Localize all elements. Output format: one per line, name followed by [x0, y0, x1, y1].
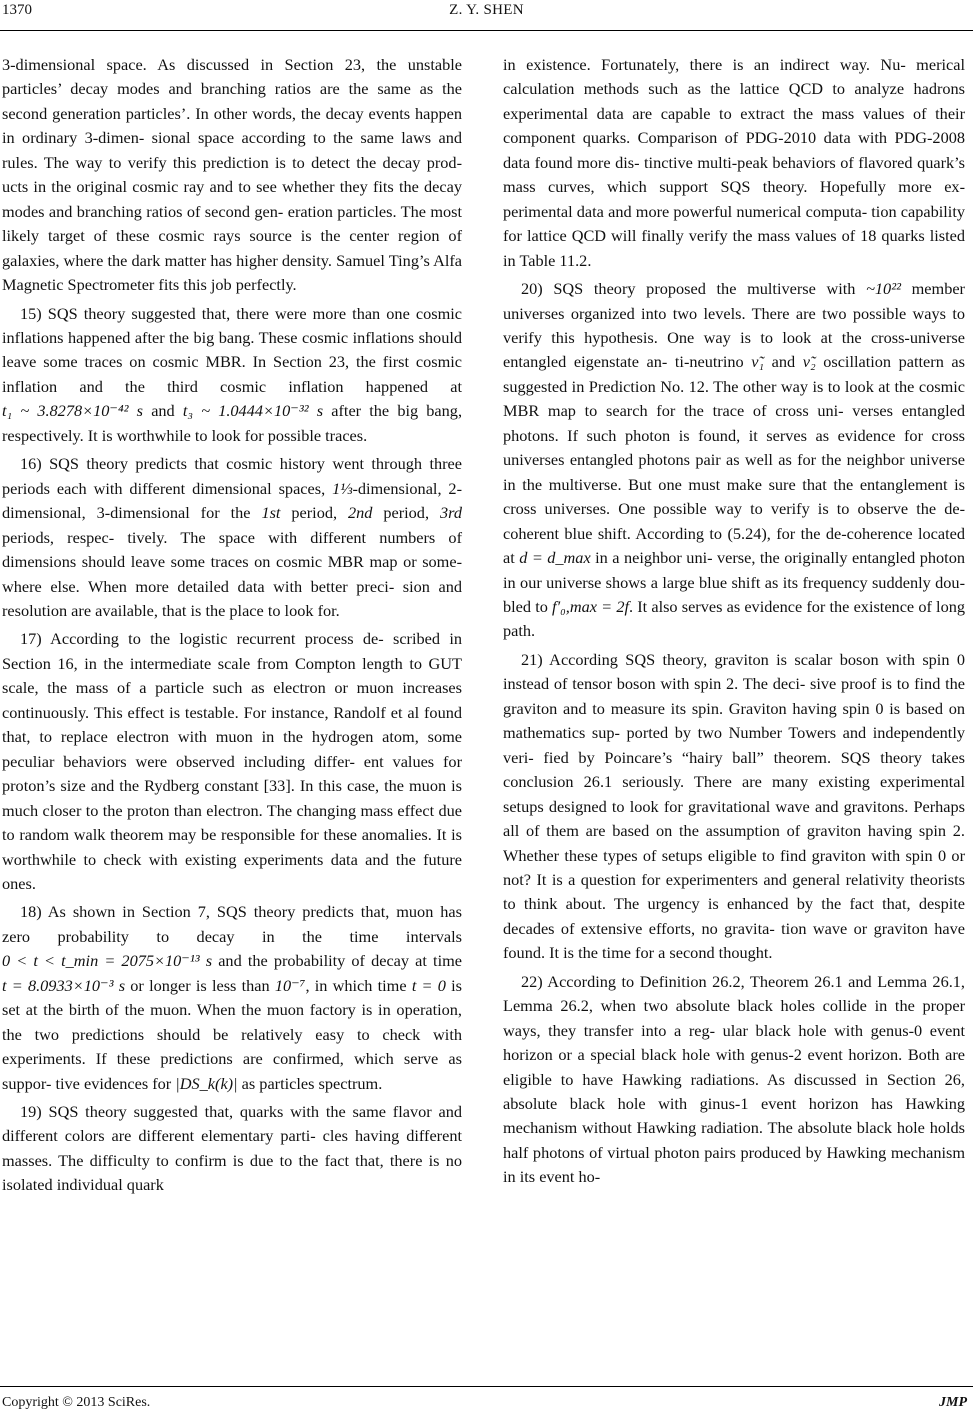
paragraph-continuation: 3-dimensional space. As discussed in Section 23, the unstable particles’ decay modes and branching ratios are the same as the second generation particles’. In other words, the decay events happen in ordinary 3-dimen- sional space according to the same laws and rules. The way to verify this prediction is to detect the decay prod- ucts in the original cosmic ray and to see whether they fits the decay modes and branching ratios of second gen- eration particles. The most likely target of these cosmic rays source is the center region of galaxies, where the dark matter has higher density. Samuel Ting’s Alfa Magnetic Spectrometer fits this job perfectly. — [2, 55, 462, 295]
copyright-notice: Copyright © 2013 SciRes. — [2, 1395, 151, 1410]
page-number: 1370 — [2, 2, 32, 18]
math-dimension: 1⅓ — [332, 478, 353, 498]
math-frequency: f′₀,max = 2f — [552, 596, 629, 616]
journal-abbrev: JMP — [939, 1395, 967, 1410]
math-t3: t₃ ~ 1.0444×10⁻³² s — [182, 401, 324, 421]
math-nu1: ν̃₁ — [751, 352, 765, 372]
paragraph-22: 22) According to Definition 26.2, Theorem 26.1 and Lemma 26.1, Lemma 26.2, when two absolute black holes collide in the proper ways, they transfer into a reg- ular black hole with genus-0 event horizon or a special black hole with genus-2 event horizon. Both are eligible to have Hawking radiations. As discussed in Section 26, absolute black hole with ginus-1 event horizon has Hawking mechanism without Hawking radiation. The absolute black hole holds half photons of virtual photon pairs produced by Hawking mechanism in its event ho- — [503, 971, 965, 1187]
math-t1: t₁ ~ 3.8278×10⁻⁴² s — [2, 401, 144, 421]
math-1st: 1st — [261, 503, 281, 523]
math-d-max: d = d_max — [519, 548, 591, 568]
paragraph-16: 16) SQS theory predicts that cosmic history went through three periods each with different dimensional spaces, 1⅓-dimensional, 2-dimensional, 3-dimensional for the 1st period, 2nd period, 3rd periods, respec- tively. The space with different numbers of dimensions should leave some traces on cosmic MBR map or some- where else. When more detailed data with better preci- sion and resolution are available, that is the place to look for. — [2, 454, 462, 620]
math-ds-k: |DS_k(k)| — [175, 1073, 238, 1093]
math-time: t = 8.0933×10⁻³ s — [2, 975, 126, 995]
math-probability: 10⁻⁷ — [274, 975, 306, 995]
math-nu2: ν̃₂ — [802, 352, 816, 372]
paragraph-19: 19) SQS theory suggested that, quarks with the same flavor and different colors are different elementary parti- cles having different masses. The difficulty to confirm is due to the fact that, there is no isolated individual quark — [2, 1102, 462, 1195]
math-t0: t = 0 — [411, 975, 446, 995]
math-2nd: 2nd — [348, 503, 373, 523]
left-column — [2, 53, 462, 1198]
paragraph-18: 18) As shown in Section 7, SQS theory predicts that, muon has zero probability to decay in the time intervals 0 < t < t_min = 2075×10⁻¹³ s and the probability of decay at time t = 8.0933×10⁻³ s or longer is less than 10⁻⁷, in which time t = 0 is set at the birth of the muon. When the muon factory is in operation, the two predictions should be relatively easy to check with experiments. If these predictions are confirmed, which serve as suppor- tive evidences for |DS_k(k)| as particles spectrum. — [2, 902, 463, 1093]
paragraph-15: 15) SQS theory suggested that, there were more than one cosmic inflations happened after the big bang. These cosmic inflations should leave some traces on cosmic MBR. In Section 23, the first cosmic inflation and the third cosmic inflation happened at t₁ ~ 3.8278×10⁻⁴² s and t₃ ~ 1.0444×10⁻³² s after the big bang, respectively. It is worthwhile to look for possible traces. — [2, 303, 463, 445]
math-multiverse-count: ~10²² — [866, 279, 901, 299]
math-interval: 0 < t < t_min = 2075×10⁻¹³ s — [2, 951, 213, 971]
paragraph-17: 17) According to the logistic recurrent process de- scribed in Section 16, in the intermediate scale from Compton length to GUT scale, the mass of a particle such as electron or muon increases continuously. This effect is testable. For instance, Randolf et al found that, to replace electron with muon in the hydrogen atom, some peculiar behaviors were observed including differ- ent values for proton’s size and the Rydberg constant [33]. In this case, the muon is much closer to the proton than electron. The changing mass effect due to random walk theorem may be responsible for these anomalies. It is worthwhile to check with existing experiments data and the future ones. — [2, 629, 462, 893]
math-3rd: 3rd — [439, 503, 462, 523]
page-footer — [0, 1386, 973, 1415]
page-header — [0, 0, 973, 31]
right-column — [503, 53, 965, 1190]
paragraph-19-continuation: in existence. Fortunately, there is an indirect way. Nu- merical calculation methods such as the lattice QCD to analyze hadrons experimental data are capable to extract the mass values of their component quarks. Comparison of PDG-2010 data with PDG-2008 data found more dis- tinctive multi-peak behaviors of flavored quark’s mass curves, which support SQS theory. Hopefully more ex- perimental data and more powerful numerical computa- tion capability for lattice QCD will finally verify the mass values of 18 quarks listed in Table 11.2. — [503, 55, 965, 270]
paragraph-21: 21) According SQS theory, graviton is scalar boson with spin 0 instead of tensor boson with spin 2. The deci- sive proof is to find the graviton and to measure its spin. Graviton having spin 0 is based on mathematics sup- ported by two Number Towers and independently veri- fied by Poincare’s “hairy ball” theorem. SQS theory takes conclusion 26.1 seriously. There are many existing experimental setups designed to look for gravitational wave and gravitons. Perhaps all of them are based on the assumption of graviton having spin 2. Whether these types of setups eligible to find graviton with spin 0 or not? It is a question for experimenters and general relativity theorists to think about. The urgency is enhanced by the fact that, despite decades of extensive efforts, no gravita- tion wave or graviton have found. It is the time for a second thought. — [503, 649, 965, 963]
paragraph-20: 20) SQS theory proposed the multiverse with ~10²² member universes organized into two levels. There are two possible ways to verify this hypothesis. One way is to look at the cross-universe entangled eigenstate an- ti-neutrino ν̃₁ and ν̃₂ oscillation pattern as suggested in Prediction No. 12. The other way is to look at the cosmic MBR map to search for the trace of cross uni- verses entangled photons. If such photon is found, it serves as evidence for cross universes entangled photons pair as well as for the neighbor universe in the multiverse. But one must make sure that the entanglement is cross universes. One possible way to verify is to observe the de-coherent blue shift. According to (5.24), for the de-coherence located at d = d_max in a neighbor uni- verse, the originally entangled photon in our universe shows a large blue shift as its frequency suddenly dou- bled to f′₀,max = 2f. It also serves as evidence for the existence of long path. — [503, 279, 965, 641]
running-title: Z. Y. SHEN — [449, 2, 524, 18]
